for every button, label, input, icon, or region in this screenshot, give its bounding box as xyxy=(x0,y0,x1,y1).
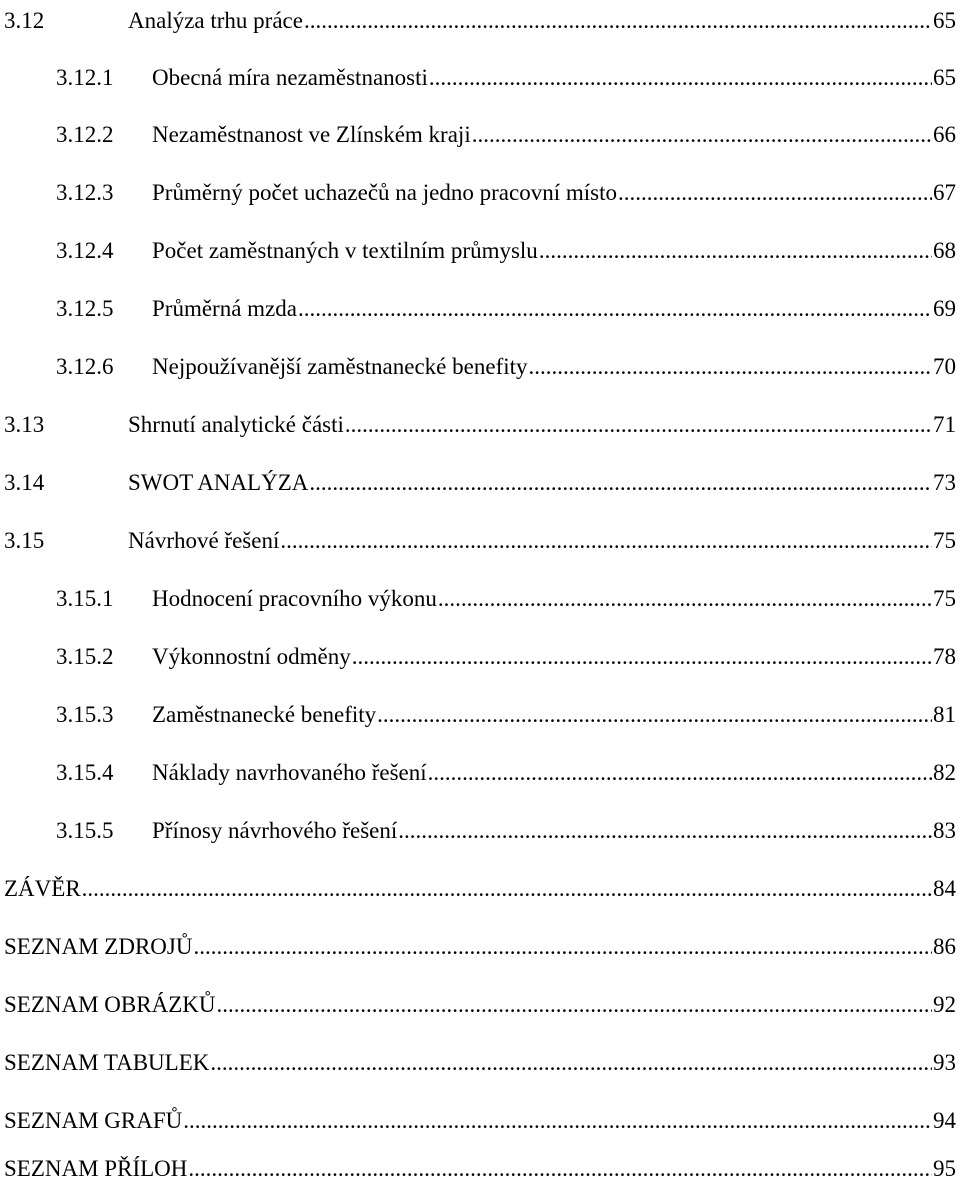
toc-entry[interactable] xyxy=(4,976,956,1016)
toc-entry-page: 71 xyxy=(933,412,956,437)
toc-entry-number: 3.12.2 xyxy=(56,122,114,147)
toc-entry-number: 3.15.5 xyxy=(56,818,114,843)
toc-entry-title: SEZNAM TABULEK xyxy=(4,1050,210,1075)
toc-entry[interactable] xyxy=(4,860,956,900)
toc-dot-leader xyxy=(188,1157,932,1180)
toc-entry-title: Průměrná mzda xyxy=(152,296,297,321)
toc-entry-page: 75 xyxy=(933,586,956,611)
toc-entry-title: Náklady navrhovaného řešení xyxy=(152,760,427,785)
toc-entry[interactable] xyxy=(56,744,956,784)
toc-entry-page: 95 xyxy=(933,1156,956,1181)
toc-entry-title: Výkonnostní odměny xyxy=(152,644,351,669)
toc-dot-leader xyxy=(472,123,932,146)
toc-dot-leader xyxy=(429,66,932,89)
toc-entry-number: 3.12.6 xyxy=(56,354,114,379)
toc-entry-number: 3.15.2 xyxy=(56,644,114,669)
toc-entry[interactable] xyxy=(4,918,956,958)
toc-entry-number: 3.15.4 xyxy=(56,760,114,785)
toc-dot-leader xyxy=(298,297,932,320)
toc-entry-page: 82 xyxy=(933,760,956,785)
toc-entry-number: 3.12 xyxy=(4,8,45,33)
toc-entry-page: 81 xyxy=(933,702,956,727)
toc-entry-page: 66 xyxy=(933,122,956,147)
toc-dot-leader xyxy=(352,645,932,668)
toc-entry[interactable] xyxy=(56,49,956,89)
toc-entry[interactable] xyxy=(4,1140,956,1180)
toc-entry-page: 78 xyxy=(933,644,956,669)
toc-entry-number: 3.12.4 xyxy=(56,238,114,263)
toc-entry[interactable] xyxy=(56,570,956,610)
toc-dot-leader xyxy=(183,1109,932,1132)
toc-entry[interactable] xyxy=(56,338,956,378)
toc-entry-page: 70 xyxy=(933,354,956,379)
toc-entry-number: 3.12.5 xyxy=(56,296,114,321)
toc-dot-leader xyxy=(82,877,932,900)
toc-entry-page: 94 xyxy=(933,1108,956,1133)
toc-dot-leader xyxy=(618,181,932,204)
toc-entry-page: 92 xyxy=(933,992,956,1017)
toc-entry-page: 84 xyxy=(933,876,956,901)
toc-entry-title: SEZNAM ZDROJŮ xyxy=(4,934,193,959)
toc-entry[interactable] xyxy=(56,164,956,204)
toc-entry-title: Analýza trhu práce xyxy=(128,8,303,33)
toc-entry[interactable] xyxy=(56,802,956,842)
toc-entry-title: Počet zaměstnaných v textilním průmyslu xyxy=(152,238,538,263)
toc-dot-leader xyxy=(398,819,932,842)
toc-entry-title: SEZNAM PŘÍLOH xyxy=(4,1156,188,1181)
toc-entry-page: 69 xyxy=(933,296,956,321)
toc-entry-page: 75 xyxy=(933,528,956,553)
toc-entry-number: 3.13 xyxy=(4,412,45,437)
toc-entry-title: Přínosy návrhového řešení xyxy=(152,818,398,843)
toc-entry[interactable] xyxy=(56,106,956,146)
toc-entry-page: 93 xyxy=(933,1050,956,1075)
toc-dot-leader xyxy=(345,413,932,436)
toc-entry-title: Shrnutí analytické části xyxy=(128,412,344,437)
toc-entry[interactable] xyxy=(4,512,956,552)
toc-entry-number: 3.14 xyxy=(4,470,45,495)
toc-entry-page: 67 xyxy=(933,180,956,205)
toc-dot-leader xyxy=(304,9,932,32)
toc-entry[interactable] xyxy=(56,222,956,262)
toc-entry-title: Průměrný počet uchazečů na jedno pracovní místo xyxy=(152,180,617,205)
toc-entry[interactable] xyxy=(4,1034,956,1074)
toc-entry-title: Zaměstnanecké benefity xyxy=(152,702,377,727)
toc-entry-title: SEZNAM OBRÁZKŮ xyxy=(4,992,216,1017)
toc-dot-leader xyxy=(428,761,932,784)
toc-entry-title: SEZNAM GRAFŮ xyxy=(4,1108,183,1133)
toc-entry-page: 65 xyxy=(933,8,956,33)
toc-entry[interactable] xyxy=(56,628,956,668)
toc-dot-leader xyxy=(529,355,932,378)
toc-dot-leader xyxy=(280,529,932,552)
toc-entry[interactable] xyxy=(4,396,956,436)
toc-entry[interactable] xyxy=(56,280,956,320)
toc-entry-title: ZÁVĚR xyxy=(4,876,81,901)
toc-dot-leader xyxy=(539,239,932,262)
toc-entry-title: Obecná míra nezaměstnanosti xyxy=(152,65,428,90)
toc-entry-page: 83 xyxy=(933,818,956,843)
toc-entry[interactable] xyxy=(56,686,956,726)
toc-entry-number: 3.12.3 xyxy=(56,180,114,205)
toc-entry[interactable] xyxy=(4,1092,956,1132)
toc-dot-leader xyxy=(377,703,932,726)
toc-entry[interactable] xyxy=(4,0,956,32)
toc-entry-title: SWOT ANALÝZA xyxy=(128,470,309,495)
toc-entry-page: 65 xyxy=(933,65,956,90)
toc-dot-leader xyxy=(193,935,932,958)
toc-entry-number: 3.15.3 xyxy=(56,702,114,727)
toc-entry-title: Hodnocení pracovního výkonu xyxy=(152,586,437,611)
toc-dot-leader xyxy=(438,587,932,610)
toc-entry-page: 73 xyxy=(933,470,956,495)
toc-dot-leader xyxy=(216,993,932,1016)
toc-entry-number: 3.15.1 xyxy=(56,586,114,611)
toc-entry-number: 3.12.1 xyxy=(56,65,114,90)
toc-entry-page: 68 xyxy=(933,238,956,263)
toc-entry-number: 3.15 xyxy=(4,528,45,553)
toc-dot-leader xyxy=(309,471,932,494)
toc-entry-title: Nezaměstnanost ve Zlínském kraji xyxy=(152,122,471,147)
toc-dot-leader xyxy=(210,1051,932,1074)
toc-entry-title: Návrhové řešení xyxy=(128,528,280,553)
toc-entry[interactable] xyxy=(4,454,956,494)
toc-entry-title: Nejpoužívanější zaměstnanecké benefity xyxy=(152,354,528,379)
toc-entry-page: 86 xyxy=(933,934,956,959)
